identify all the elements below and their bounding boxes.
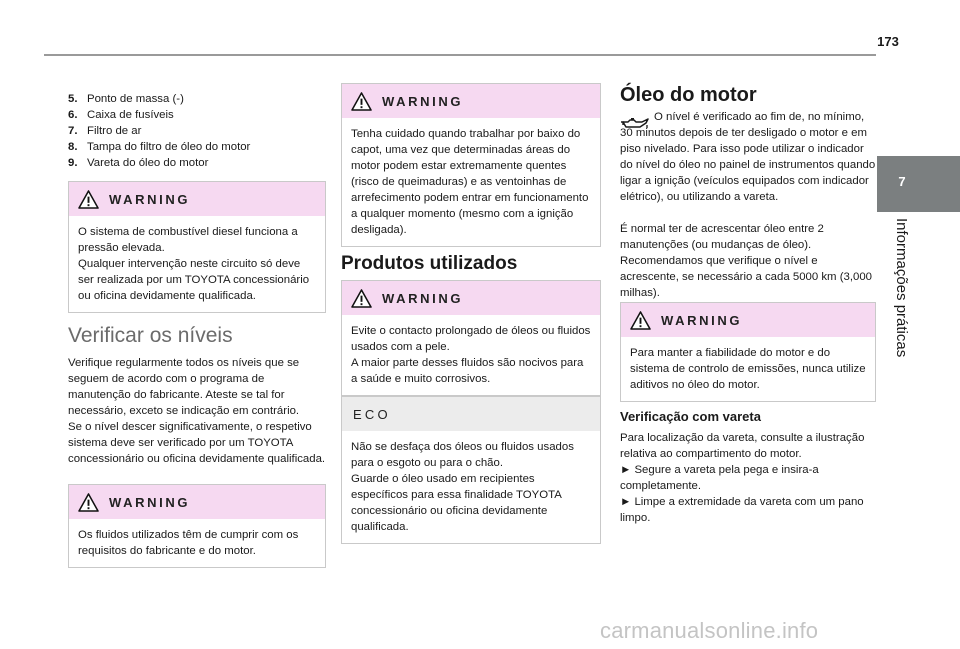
intro-paragraph: É normal ter de acrescentar óleo entre 2 manutenções (ou mudanças de óleo). Recomendamos que verifique o nível e acrescente, se necessário a cada 5000 km (3,000 milhas). [620,223,873,299]
warning-paragraph: Tenha cuidado quando trabalhar por baixo do capot, uma vez que determinadas áreas do motor podem estar extremamente quentes (risco de queimaduras) e as ventoinhas de arrefecimento podem entrar em funcionamento a qualquer momento (mesmo com a ignição desligada). [351,128,589,236]
warning-text [342,118,600,246]
eco-paragraph: Guarde o óleo usado em recipientes específicos para essa finalidade TOYOTA concessionário ou oficina devidamente qualificada. [351,473,562,533]
list-item-number: 8. [68,141,78,153]
warning-header [69,485,325,519]
instruction-step: ► Limpe a extremidade da vareta com um pano limpo. [620,496,864,524]
list-item [68,91,250,107]
chapter-label-text: Informações práticas [893,218,910,358]
section-heading-engine-oil: Óleo do motor [620,84,757,106]
oil-intro-2 [620,221,876,301]
warning-text [69,519,325,567]
levels-intro [68,355,326,467]
list-item-number: 9. [68,157,78,169]
warning-triangle-icon [351,92,372,111]
warning-text [342,315,600,395]
warning-paragraph: Para manter a fiabilidade do motor e do sistema de controlo de emissões, nunca utilize aditivos no óleo do motor. [630,347,866,391]
warning-text [621,337,875,401]
warning-header [621,303,875,337]
oil-intro [620,109,876,205]
warning-paragraph: Os fluidos utilizados têm de cumprir com os requisitos do fabricante e do motor. [78,529,299,557]
intro-paragraph: Verifique regularmente todos os níveis que se seguem de acordo com o programa de manutenção do fabricante. Ateste se tal for necessário, exceto se indicação em contrário. [68,357,300,417]
instruction-step: ► Segure a vareta pela pega e insira-a completamente. [620,464,819,492]
eco-box [341,396,601,544]
warning-triangle-icon [630,311,651,330]
intro-paragraph: Se o nível descer significativamente, o respetivo sistema deve ser verificado por um TOYOTA concessionário ou oficina devidamente qualificada. [68,421,326,465]
warning-triangle-icon [351,289,372,308]
dipstick-instructions [620,430,876,526]
page-number: 173 [877,34,899,49]
warning-text [69,216,325,312]
warning-header [342,281,600,315]
warning-box-additives [620,302,876,402]
list-item [68,139,250,155]
list-item [68,123,250,139]
warning-box-skin-contact [341,280,601,396]
subheading-dipstick: Verificação com vareta [620,409,761,424]
top-rule [44,54,876,56]
eco-paragraph: Não se desfaça dos óleos ou fluidos usados para o esgoto ou para o chão. [351,441,574,469]
warning-triangle-icon [78,493,99,512]
eco-title: ECO [353,406,391,422]
warning-title: WARNING [661,312,743,328]
watermark: carmanualsonline.info [600,618,819,643]
warning-title: WARNING [109,494,191,510]
warning-title: WARNING [382,290,464,306]
list-item [68,155,250,171]
list-item-text: Ponto de massa (-) [87,93,184,105]
warning-header [69,182,325,216]
warning-header [342,84,600,118]
list-item [68,107,250,123]
list-item-number: 5. [68,93,78,105]
list-item-number: 6. [68,109,78,121]
warning-paragraph: O sistema de combustível diesel funciona a pressão elevada. [78,226,298,254]
section-heading-levels: Verificar os níveis [68,324,233,347]
list-item-number: 7. [68,125,78,137]
eco-header [342,397,600,431]
component-list [68,91,250,171]
eco-text [342,431,600,543]
warning-box-fluids [68,484,326,568]
list-item-text: Filtro de ar [87,125,142,137]
chapter-tab-number: 7 [898,174,906,189]
intro-paragraph: O nível é verificado ao fim de, no mínimo, 30 minutos depois de ter desligado o motor e em piso nivelado. Para isso pode utilizar o indicador do nível do óleo no painel de instrumentos quando ligar a ignição (veículos equipados com indicador elétrico), ou utilizando a vareta. [620,111,876,203]
warning-box-hot-engine [341,83,601,247]
instruction-paragraph: Para localização da vareta, consulte a ilustração relativa ao compartimento do motor. [620,432,865,460]
warning-triangle-icon [78,190,99,209]
warning-paragraph: Evite o contacto prolongado de óleos ou fluidos usados com a pele. [351,325,591,353]
warning-paragraph: A maior parte desses fluidos são nocivos para a saúde e muito corrosivos. [351,357,584,385]
warning-title: WARNING [382,93,464,109]
list-item-text: Tampa do filtro de óleo do motor [87,141,251,153]
list-item-text: Vareta do óleo do motor [87,157,209,169]
section-heading-products: Produtos utilizados [341,253,518,274]
chapter-tab[interactable] [877,156,960,212]
chapter-label [892,218,912,358]
list-item-text: Caixa de fusíveis [87,109,174,121]
warning-paragraph: Qualquer intervenção neste circuito só deve ser realizada por um TOYOTA concessionário ou oficina devidamente qualificada. [78,258,310,302]
warning-title: WARNING [109,191,191,207]
warning-box-diesel [68,181,326,313]
